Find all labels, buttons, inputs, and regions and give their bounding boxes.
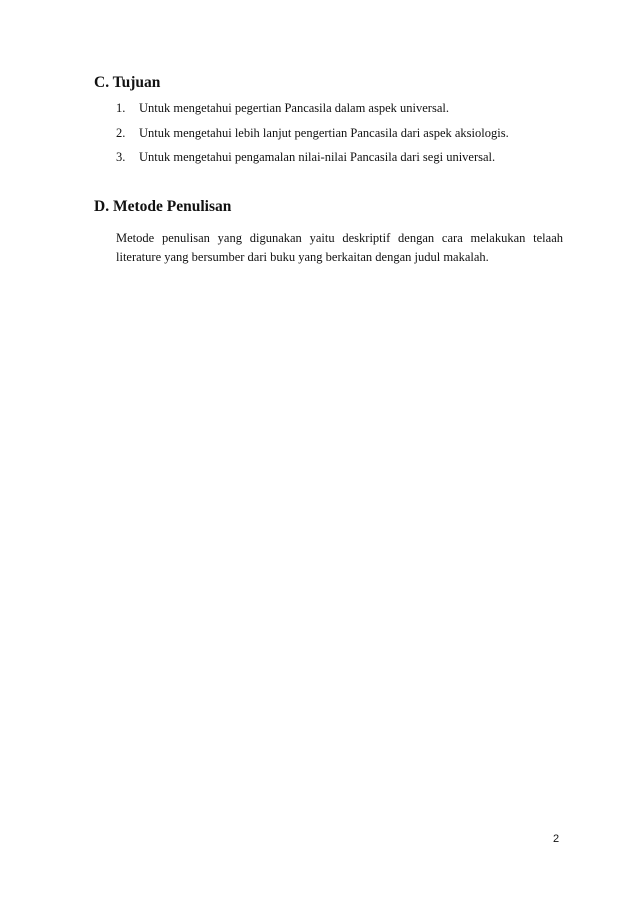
- page-number: 2: [553, 833, 560, 845]
- list-item: [116, 149, 509, 174]
- method-paragraph: Metode penulisan yang digunakan yaitu deskriptif dengan cara melakukan telaah literature yang bersumber dari buku yang berkaitan dengan judul makalah.: [116, 231, 563, 264]
- list-item-text: Untuk mengetahui pengamalan nilai-nilai Pancasila dari segi universal.: [139, 150, 496, 164]
- section-heading-metode-penulisan: D. Metode Penulisan: [94, 198, 232, 215]
- list-item-number: 1.: [116, 101, 126, 115]
- list-item-text: Untuk mengetahui lebih lanjut pengertian Pancasila dari aspek aksiologis.: [139, 125, 509, 140]
- section-heading-tujuan: C. Tujuan: [94, 74, 161, 91]
- list-item: [116, 100, 509, 125]
- list-item-number: 2.: [116, 125, 126, 140]
- list-item: [116, 125, 509, 150]
- list-item-number: 3.: [116, 150, 126, 164]
- list-item-text: Untuk mengetahui pegertian Pancasila dalam aspek universal.: [139, 101, 449, 115]
- objectives-list: [116, 100, 509, 174]
